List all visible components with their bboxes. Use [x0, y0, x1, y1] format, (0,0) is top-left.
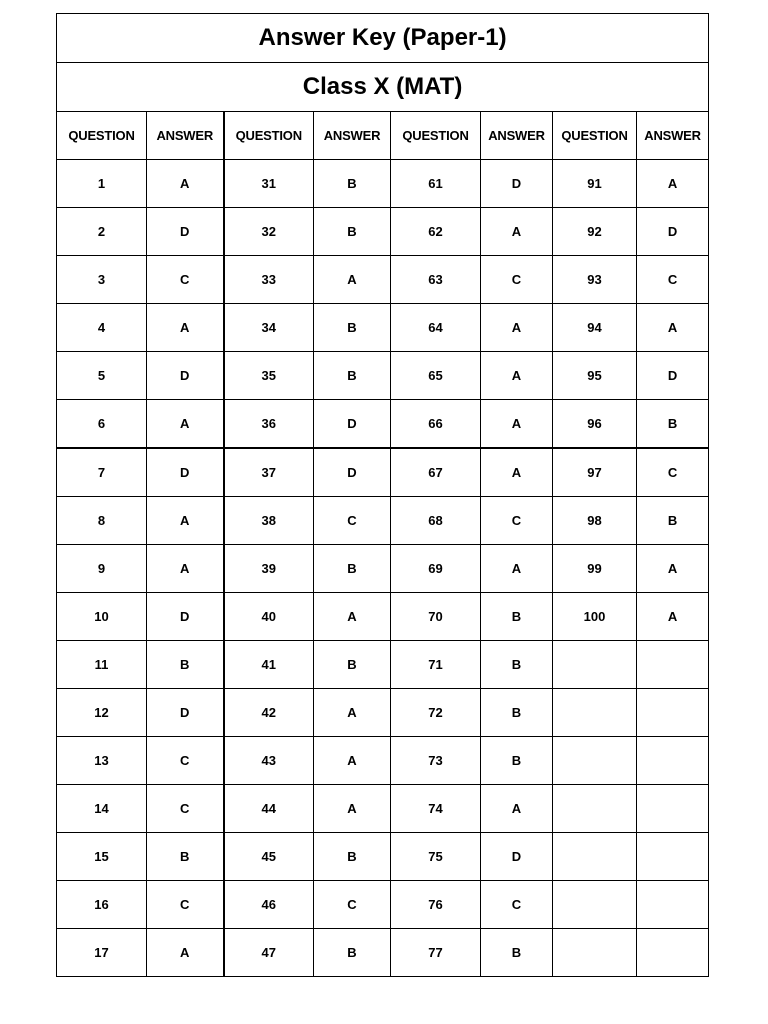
column-header-answer: ANSWER	[147, 112, 224, 160]
answer-cell: A	[314, 689, 391, 737]
table-row	[57, 881, 709, 929]
question-number-cell: 97	[553, 448, 637, 497]
question-number-cell: 11	[57, 641, 147, 689]
answer-cell: A	[481, 400, 553, 449]
question-number-cell: 9	[57, 545, 147, 593]
page-title: Answer Key (Paper-1)	[57, 14, 709, 63]
answer-cell: A	[637, 304, 709, 352]
table-row	[57, 785, 709, 833]
answer-cell: A	[314, 737, 391, 785]
question-number-cell: 63	[391, 256, 481, 304]
column-header-answer: ANSWER	[637, 112, 709, 160]
question-number-cell: 92	[553, 208, 637, 256]
question-number-cell: 35	[224, 352, 314, 400]
question-number-cell: 73	[391, 737, 481, 785]
answer-cell	[637, 785, 709, 833]
question-number-cell: 45	[224, 833, 314, 881]
question-number-cell: 68	[391, 497, 481, 545]
answer-cell: B	[314, 545, 391, 593]
question-number-cell: 66	[391, 400, 481, 449]
table-row	[57, 208, 709, 256]
table-row	[57, 737, 709, 785]
answer-cell: C	[314, 881, 391, 929]
answer-cell: B	[481, 737, 553, 785]
table-row	[57, 929, 709, 977]
table-row	[57, 256, 709, 304]
answer-key-table	[56, 13, 709, 977]
question-number-cell: 12	[57, 689, 147, 737]
question-number-cell: 46	[224, 881, 314, 929]
question-number-cell: 39	[224, 545, 314, 593]
answer-cell: D	[481, 160, 553, 208]
answer-cell: D	[147, 593, 224, 641]
answer-cell	[637, 929, 709, 977]
question-number-cell	[553, 929, 637, 977]
question-number-cell: 34	[224, 304, 314, 352]
answer-cell: C	[481, 256, 553, 304]
question-number-cell: 67	[391, 448, 481, 497]
question-number-cell: 32	[224, 208, 314, 256]
answer-cell: A	[314, 593, 391, 641]
answer-cell: C	[147, 881, 224, 929]
question-number-cell: 75	[391, 833, 481, 881]
table-row	[57, 833, 709, 881]
question-number-cell: 98	[553, 497, 637, 545]
answer-cell: A	[147, 400, 224, 449]
answer-cell: C	[637, 448, 709, 497]
answer-cell	[637, 641, 709, 689]
answer-cell	[637, 833, 709, 881]
answer-cell: D	[147, 352, 224, 400]
question-number-cell: 96	[553, 400, 637, 449]
answer-cell	[637, 881, 709, 929]
answer-cell: B	[147, 641, 224, 689]
answer-cell: B	[637, 400, 709, 449]
question-number-cell: 61	[391, 160, 481, 208]
answer-cell: C	[147, 737, 224, 785]
column-header-question: QUESTION	[553, 112, 637, 160]
answer-cell: D	[314, 448, 391, 497]
question-number-cell: 33	[224, 256, 314, 304]
answer-cell: D	[637, 208, 709, 256]
question-number-cell: 91	[553, 160, 637, 208]
table-row	[57, 689, 709, 737]
question-number-cell: 99	[553, 545, 637, 593]
question-number-cell: 17	[57, 929, 147, 977]
answer-cell: A	[147, 160, 224, 208]
question-number-cell: 16	[57, 881, 147, 929]
answer-cell: A	[637, 545, 709, 593]
answer-cell: D	[481, 833, 553, 881]
answer-key-sheet	[56, 13, 708, 977]
question-number-cell: 43	[224, 737, 314, 785]
question-number-cell: 4	[57, 304, 147, 352]
page-subtitle: Class X (MAT)	[57, 63, 709, 112]
answer-cell: A	[481, 352, 553, 400]
answer-cell: A	[147, 304, 224, 352]
answer-cell: B	[481, 689, 553, 737]
question-number-cell: 41	[224, 641, 314, 689]
column-header-question: QUESTION	[57, 112, 147, 160]
question-number-cell: 8	[57, 497, 147, 545]
answer-cell: B	[481, 593, 553, 641]
answer-cell: A	[481, 448, 553, 497]
answer-cell: B	[481, 641, 553, 689]
question-number-cell: 1	[57, 160, 147, 208]
answer-cell: B	[314, 929, 391, 977]
answer-cell: B	[314, 641, 391, 689]
question-number-cell: 5	[57, 352, 147, 400]
question-number-cell: 72	[391, 689, 481, 737]
question-number-cell	[553, 833, 637, 881]
answer-cell: B	[637, 497, 709, 545]
question-number-cell: 94	[553, 304, 637, 352]
question-number-cell: 47	[224, 929, 314, 977]
question-number-cell: 31	[224, 160, 314, 208]
answer-cell: B	[481, 929, 553, 977]
question-number-cell: 65	[391, 352, 481, 400]
question-number-cell: 7	[57, 448, 147, 497]
table-row	[57, 448, 709, 497]
answer-cell: B	[314, 208, 391, 256]
question-number-cell	[553, 737, 637, 785]
answer-cell: C	[481, 881, 553, 929]
question-number-cell: 13	[57, 737, 147, 785]
question-number-cell	[553, 785, 637, 833]
question-number-cell: 69	[391, 545, 481, 593]
answer-cell: A	[147, 497, 224, 545]
answer-cell: D	[147, 448, 224, 497]
question-number-cell: 38	[224, 497, 314, 545]
answer-cell: C	[147, 785, 224, 833]
table-row	[57, 400, 709, 449]
question-number-cell: 62	[391, 208, 481, 256]
question-number-cell: 100	[553, 593, 637, 641]
question-number-cell: 44	[224, 785, 314, 833]
answer-cell: A	[481, 304, 553, 352]
question-number-cell: 36	[224, 400, 314, 449]
answer-cell: C	[637, 256, 709, 304]
question-number-cell: 76	[391, 881, 481, 929]
question-number-cell: 77	[391, 929, 481, 977]
answer-cell: A	[314, 785, 391, 833]
table-row	[57, 352, 709, 400]
table-row	[57, 304, 709, 352]
table-row	[57, 545, 709, 593]
column-header-answer: ANSWER	[314, 112, 391, 160]
answer-cell: A	[314, 256, 391, 304]
question-number-cell: 64	[391, 304, 481, 352]
answer-cell: C	[147, 256, 224, 304]
answer-cell	[637, 689, 709, 737]
answer-cell: A	[637, 160, 709, 208]
answer-cell: A	[481, 545, 553, 593]
question-number-cell	[553, 881, 637, 929]
table-row	[57, 593, 709, 641]
question-number-cell: 3	[57, 256, 147, 304]
question-number-cell	[553, 689, 637, 737]
answer-cell: D	[637, 352, 709, 400]
column-header-question: QUESTION	[224, 112, 314, 160]
answer-cell: B	[147, 833, 224, 881]
table-row	[57, 641, 709, 689]
answer-cell: A	[637, 593, 709, 641]
answer-cell: B	[314, 304, 391, 352]
question-number-cell: 2	[57, 208, 147, 256]
answer-cell: A	[481, 785, 553, 833]
table-row	[57, 160, 709, 208]
column-header-question: QUESTION	[391, 112, 481, 160]
question-number-cell: 40	[224, 593, 314, 641]
column-header-answer: ANSWER	[481, 112, 553, 160]
question-number-cell: 93	[553, 256, 637, 304]
question-number-cell: 37	[224, 448, 314, 497]
question-number-cell: 95	[553, 352, 637, 400]
answer-cell	[637, 737, 709, 785]
answer-cell: D	[147, 689, 224, 737]
answer-cell: B	[314, 833, 391, 881]
question-number-cell: 10	[57, 593, 147, 641]
answer-cell: A	[481, 208, 553, 256]
answer-cell: B	[314, 352, 391, 400]
answer-cell: C	[314, 497, 391, 545]
answer-cell: C	[481, 497, 553, 545]
question-number-cell: 6	[57, 400, 147, 449]
question-number-cell: 70	[391, 593, 481, 641]
question-number-cell: 42	[224, 689, 314, 737]
table-header-row	[57, 112, 709, 160]
table-row	[57, 497, 709, 545]
question-number-cell: 15	[57, 833, 147, 881]
answer-cell: A	[147, 545, 224, 593]
question-number-cell: 71	[391, 641, 481, 689]
question-number-cell	[553, 641, 637, 689]
question-number-cell: 74	[391, 785, 481, 833]
question-number-cell: 14	[57, 785, 147, 833]
answer-cell: D	[147, 208, 224, 256]
answer-cell: A	[147, 929, 224, 977]
answer-cell: B	[314, 160, 391, 208]
answer-cell: D	[314, 400, 391, 449]
